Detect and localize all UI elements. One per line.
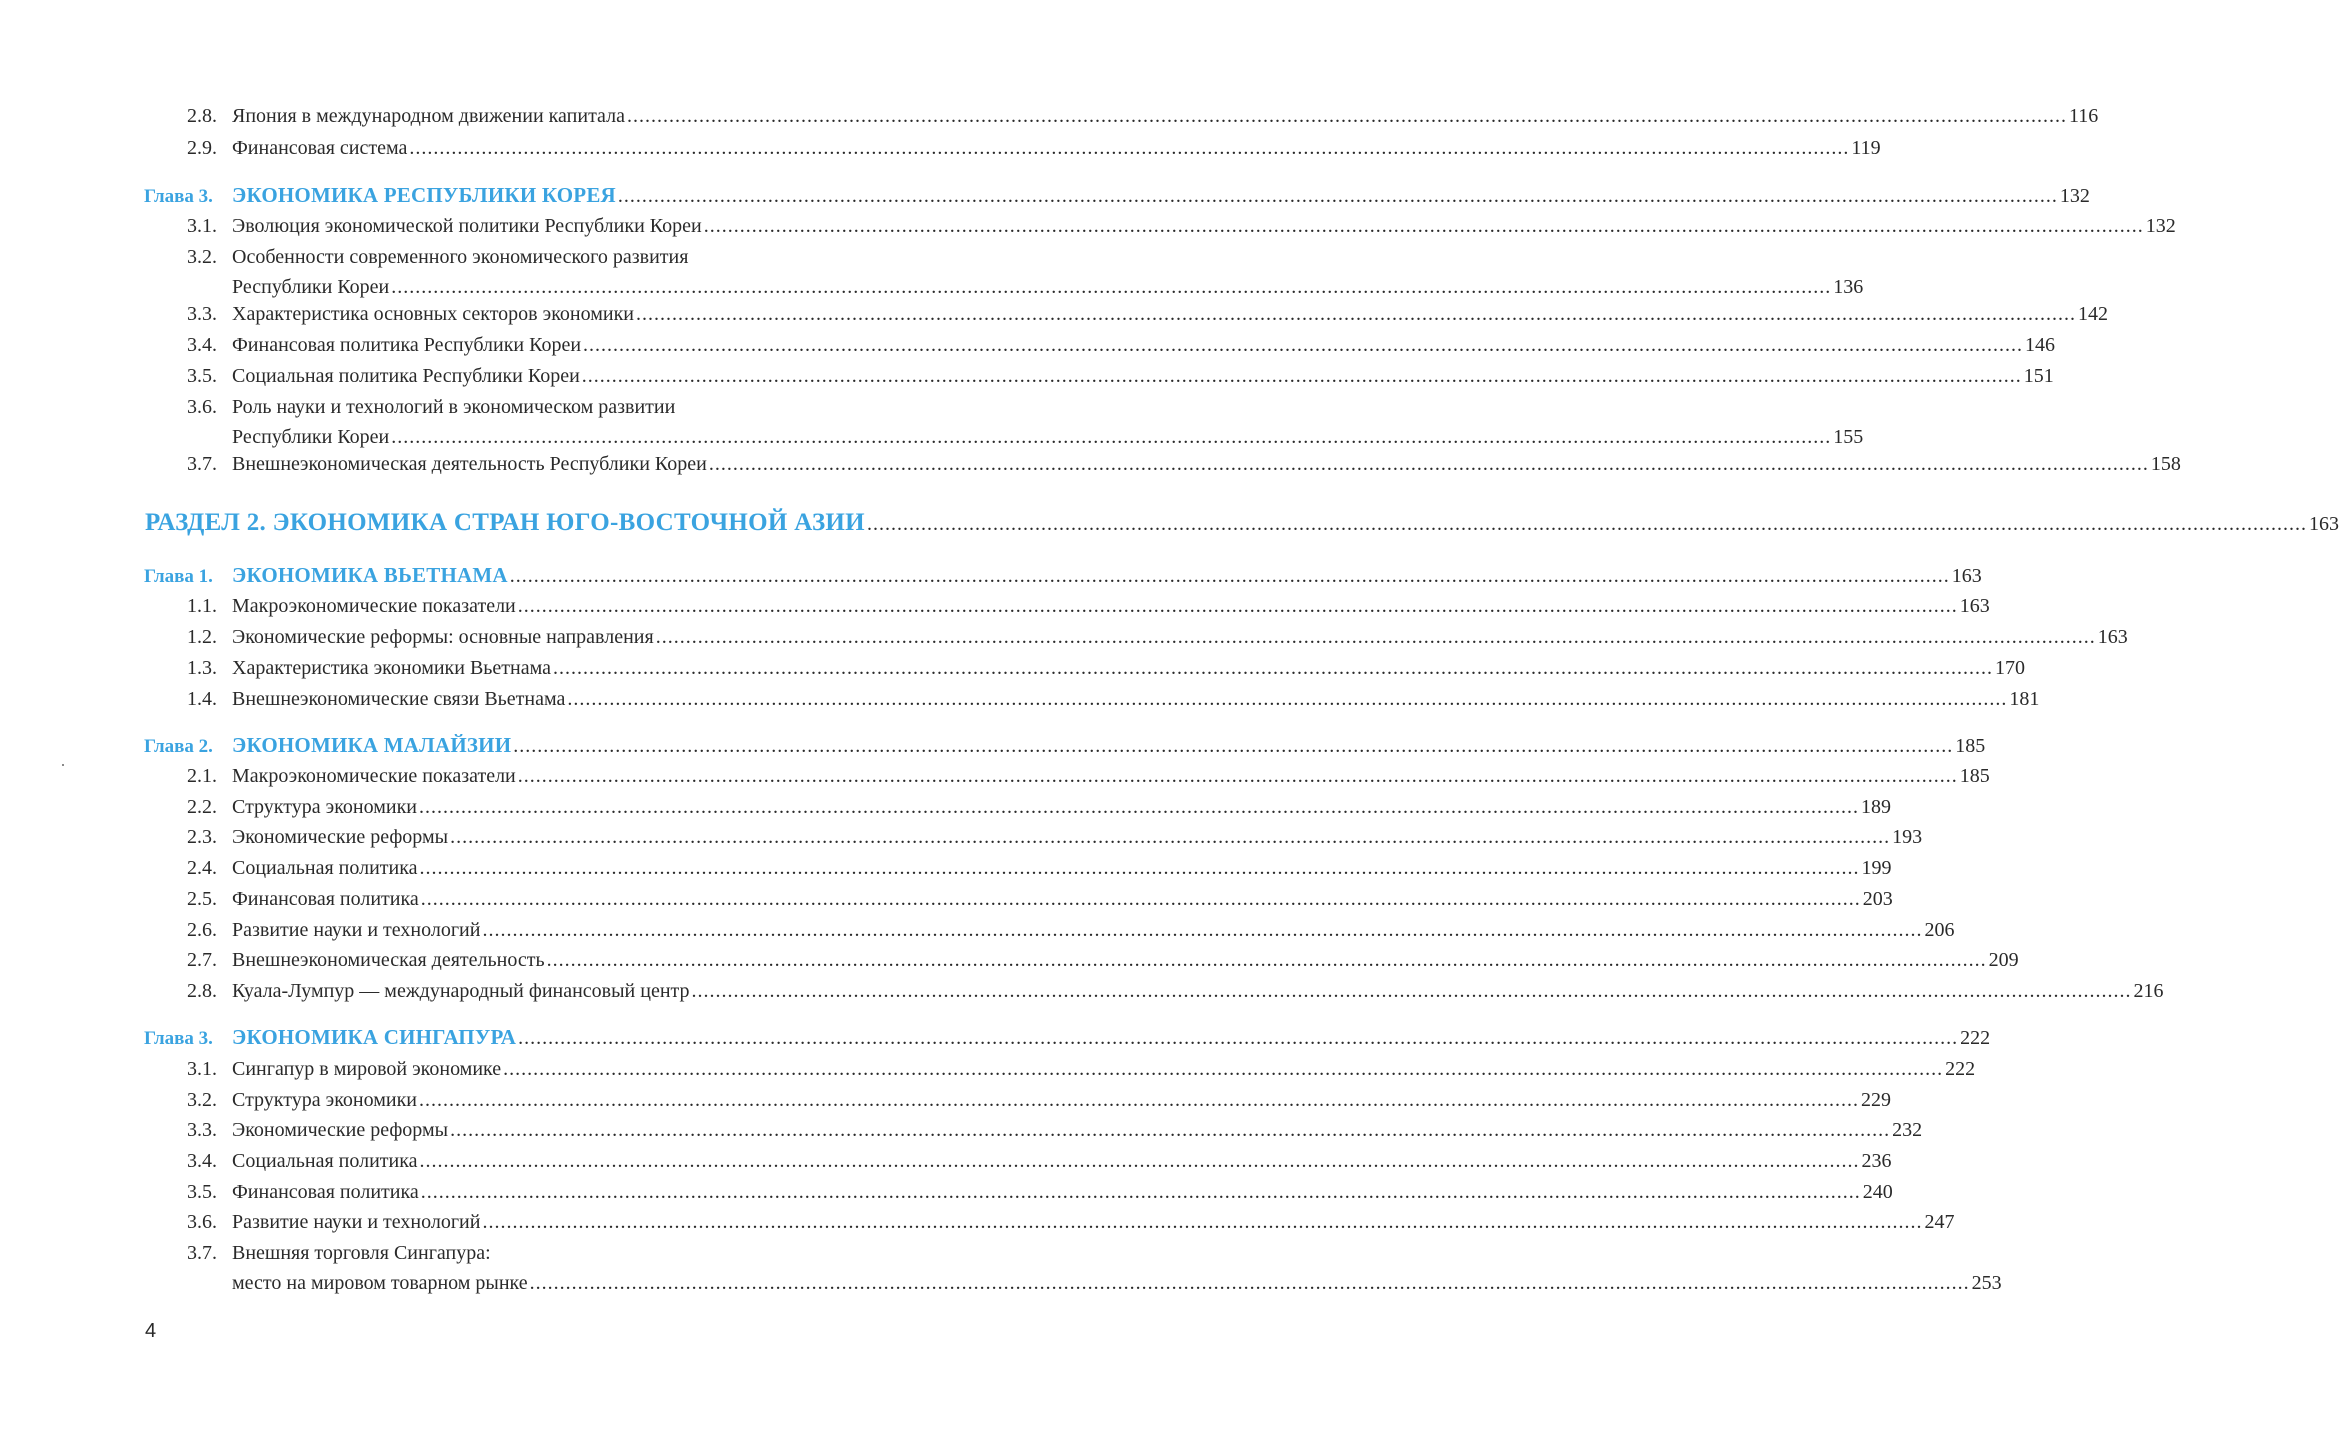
entry-title: Экономические реформы: основные направления: [232, 626, 654, 648]
dot-leader: [391, 425, 1831, 449]
dot-leader: [518, 764, 1958, 788]
entry-page-number: 253: [1971, 1272, 2002, 1294]
dot-leader: [419, 1088, 1859, 1112]
section-number: 3.6.: [187, 396, 217, 418]
toc-entry-line: [150, 302, 2109, 326]
dot-leader: [450, 825, 1890, 849]
dot-leader: [704, 214, 2144, 238]
section-number: 3.4.: [187, 334, 217, 356]
section-number: 1.1.: [187, 595, 217, 617]
entry-title: ЭКОНОМИКА МАЛАЙЗИИ: [232, 733, 512, 757]
entry-title: Экономические реформы: [232, 1119, 449, 1141]
entry-page-number: 170: [1995, 657, 2026, 679]
entry-page-number: 146: [2025, 334, 2056, 356]
dot-leader: [547, 948, 1987, 972]
entry-title: ЭКОНОМИКА ВЬЕТНАМА: [232, 563, 508, 587]
entry-page-number: 232: [1892, 1119, 1923, 1141]
entry-page-number: 199: [1861, 857, 1892, 879]
toc-entry-line: [150, 395, 908, 419]
dot-leader: [391, 275, 1831, 299]
dot-leader: [513, 734, 1953, 758]
entry-title: Сингапур в мировой экономике: [232, 1058, 502, 1080]
dot-leader: [482, 918, 1922, 942]
entry-title: ЭКОНОМИКА СИНГАПУРА: [232, 1025, 517, 1049]
dot-leader: [530, 1271, 1970, 1295]
entry-page-number: 185: [1955, 735, 1986, 757]
entry-title: Внешняя торговля Сингапура:: [232, 1242, 491, 1264]
toc-entry-line: [150, 856, 1892, 880]
toc-entry-line: [150, 795, 1891, 819]
section-number: 3.4.: [187, 1150, 217, 1172]
dot-leader: [627, 104, 2067, 128]
dot-leader: [510, 564, 1950, 588]
entry-page-number: 181: [2009, 688, 2040, 710]
chapter-number: Глава 2.: [144, 736, 213, 757]
entry-page-number: 163: [1951, 565, 1982, 587]
entry-page-number: 222: [1945, 1058, 1976, 1080]
entry-page-number: 119: [1851, 137, 1881, 159]
toc-entry-line: [150, 214, 2176, 238]
section-number: 3.2.: [187, 1089, 217, 1111]
section-number: 1.4.: [187, 688, 217, 710]
entry-page-number: 236: [1861, 1150, 1892, 1172]
dot-leader: [518, 594, 1958, 618]
entry-page-number: 185: [1959, 765, 1990, 787]
entry-page-number: 151: [2023, 365, 2054, 387]
section-number: 3.2.: [187, 246, 217, 268]
entry-page-number: 189: [1861, 796, 1891, 818]
section-number: 2.8.: [187, 105, 217, 127]
entry-title: РАЗДЕЛ 2. ЭКОНОМИКА СТРАН ЮГО-ВОСТОЧНОЙ АЗИИ: [145, 509, 865, 536]
entry-title: Эволюция экономической политики Республики Кореи: [232, 215, 702, 237]
entry-title: Развитие науки и технологий: [232, 1211, 481, 1233]
toc-entry-line: [144, 563, 1982, 589]
entry-page-number: 163: [1959, 595, 1990, 617]
entry-title: Внешнеэкономическая деятельность: [232, 949, 545, 971]
section-number: 3.6.: [187, 1211, 217, 1233]
entry-title: Развитие науки и технологий: [232, 919, 481, 941]
section-number: 3.7.: [187, 1242, 217, 1264]
entry-title: Роль науки и технологий в экономическом развитии: [232, 396, 676, 418]
entry-title: Республики Кореи: [232, 276, 390, 298]
toc-entry-line: [150, 625, 2128, 649]
toc-entry-line: [150, 333, 2056, 357]
dot-leader: [867, 512, 2307, 536]
dot-leader: [421, 887, 1861, 911]
entry-page-number: 203: [1862, 888, 1893, 910]
entry-title: Структура экономики: [232, 796, 417, 818]
toc-entry-line: [150, 825, 1923, 849]
chapter-number: Глава 3.: [144, 1028, 213, 1049]
toc-entry-line: [150, 104, 2099, 128]
entry-page-number: 158: [2150, 453, 2181, 475]
entry-title: Характеристика основных секторов экономики: [232, 303, 635, 325]
entry-title: Япония в международном движении капитала: [232, 105, 625, 127]
section-number: 3.3.: [187, 303, 217, 325]
scan-speck: [62, 764, 64, 766]
entry-title: Финансовая система: [232, 137, 408, 159]
entry-title: Характеристика экономики Вьетнама: [232, 657, 552, 679]
section-number: 3.3.: [187, 1119, 217, 1141]
entry-title: Социальная политика: [232, 857, 418, 879]
toc-entry-line: [150, 364, 2054, 388]
dot-leader: [518, 1026, 1958, 1050]
entry-page-number: 193: [1892, 826, 1923, 848]
dot-leader: [618, 184, 2058, 208]
entry-page-number: 142: [2078, 303, 2109, 325]
entry-page-number: 247: [1924, 1211, 1955, 1233]
dot-leader: [409, 136, 1849, 160]
toc-entry-line: [145, 509, 2339, 536]
section-number: 2.6.: [187, 919, 217, 941]
entry-title: Финансовая политика: [232, 888, 419, 910]
dot-leader: [420, 856, 1860, 880]
chapter-number: Глава 3.: [144, 186, 213, 207]
section-number: 2.2.: [187, 796, 217, 818]
entry-title: Экономические реформы: [232, 826, 449, 848]
entry-page-number: 155: [1833, 426, 1864, 448]
entry-title: место на мировом товарном рынке: [232, 1272, 528, 1294]
entry-title: Макроэкономические показатели: [232, 765, 516, 787]
entry-title: Финансовая политика Республики Кореи: [232, 334, 582, 356]
toc-entry-line: [150, 764, 1990, 788]
entry-page-number: 132: [2059, 185, 2090, 207]
section-number: 2.5.: [187, 888, 217, 910]
chapter-number: Глава 1.: [144, 566, 213, 587]
toc-entry-line: [150, 1057, 1976, 1081]
section-number: 3.5.: [187, 365, 217, 387]
section-number: 1.2.: [187, 626, 217, 648]
toc-entry-line: [150, 887, 1893, 911]
toc-entry-line: [150, 425, 1864, 449]
dot-leader: [419, 795, 1859, 819]
entry-page-number: 132: [2145, 215, 2176, 237]
toc-entry-line: [150, 275, 1864, 299]
dot-leader: [503, 1057, 1943, 1081]
dot-leader: [420, 1149, 1860, 1173]
toc-entry-line: [144, 183, 2090, 209]
dot-leader: [567, 687, 2007, 711]
dot-leader: [636, 302, 2076, 326]
entry-page-number: 163: [2308, 513, 2339, 535]
dot-leader: [709, 452, 2149, 476]
entry-title: Внешнеэкономическая деятельность Республики Кореи: [232, 453, 707, 475]
section-number: 2.1.: [187, 765, 217, 787]
entry-page-number: 136: [1833, 276, 1864, 298]
toc-entry-line: [150, 918, 1955, 942]
entry-title: Финансовая политика: [232, 1181, 419, 1203]
toc-entry-line: [150, 1271, 2002, 1295]
entry-page-number: 163: [2097, 626, 2128, 648]
entry-title: ЭКОНОМИКА РЕСПУБЛИКИ КОРЕЯ: [232, 183, 616, 207]
toc-entry-line: [150, 452, 2181, 476]
section-number: 2.4.: [187, 857, 217, 879]
section-number: 3.7.: [187, 453, 217, 475]
entry-page-number: 209: [1988, 949, 2019, 971]
toc-entry-line: [150, 979, 2164, 1003]
entry-page-number: 206: [1924, 919, 1955, 941]
dot-leader: [656, 625, 2096, 649]
toc-entry-line: [150, 656, 2026, 680]
entry-title: Макроэкономические показатели: [232, 595, 516, 617]
dot-leader: [582, 364, 2022, 388]
section-number: 1.3.: [187, 657, 217, 679]
dot-leader: [421, 1180, 1861, 1204]
toc-entry-line: [150, 594, 1990, 618]
entry-page-number: 229: [1861, 1089, 1891, 1111]
dot-leader: [450, 1118, 1890, 1142]
dot-leader: [553, 656, 1993, 680]
toc-entry-line: [150, 1210, 1955, 1234]
entry-title: Социальная политика Республики Кореи: [232, 365, 580, 387]
toc-entry-line: [150, 136, 1881, 160]
entry-title: Структура экономики: [232, 1089, 417, 1111]
entry-title: Внешнеэкономические связи Вьетнама: [232, 688, 566, 710]
dot-leader: [583, 333, 2023, 357]
section-number: 3.1.: [187, 215, 217, 237]
toc-entry-line: [150, 948, 2019, 972]
entry-title: Социальная политика: [232, 1150, 418, 1172]
dot-leader: [692, 979, 2132, 1003]
toc-entry-line: [150, 1180, 1893, 1204]
toc-entry-line: [150, 245, 908, 269]
section-number: 2.7.: [187, 949, 217, 971]
entry-page-number: 116: [2068, 105, 2099, 127]
section-number: 2.8.: [187, 980, 217, 1002]
toc-entry-line: [150, 687, 2040, 711]
section-number: 3.5.: [187, 1181, 217, 1203]
entry-page-number: 216: [2133, 980, 2164, 1002]
section-number: 2.3.: [187, 826, 217, 848]
entry-title: Куала-Лумпур — международный финансовый центр: [232, 980, 690, 1002]
toc-entry-line: [144, 733, 1986, 759]
entry-title: Особенности современного экономического развития: [232, 246, 689, 268]
section-number: 3.1.: [187, 1058, 217, 1080]
entry-title: Республики Кореи: [232, 426, 390, 448]
entry-page-number: 222: [1960, 1027, 1991, 1049]
toc-entry-line: [144, 1025, 1991, 1051]
toc-entry-line: [150, 1149, 1892, 1173]
page-number: 4: [145, 1320, 157, 1342]
entry-page-number: 240: [1862, 1181, 1893, 1203]
section-number: 2.9.: [187, 137, 217, 159]
toc-entry-line: [150, 1118, 1923, 1142]
toc-entry-line: [150, 1241, 908, 1265]
toc-entry-line: [150, 1088, 1891, 1112]
dot-leader: [482, 1210, 1922, 1234]
